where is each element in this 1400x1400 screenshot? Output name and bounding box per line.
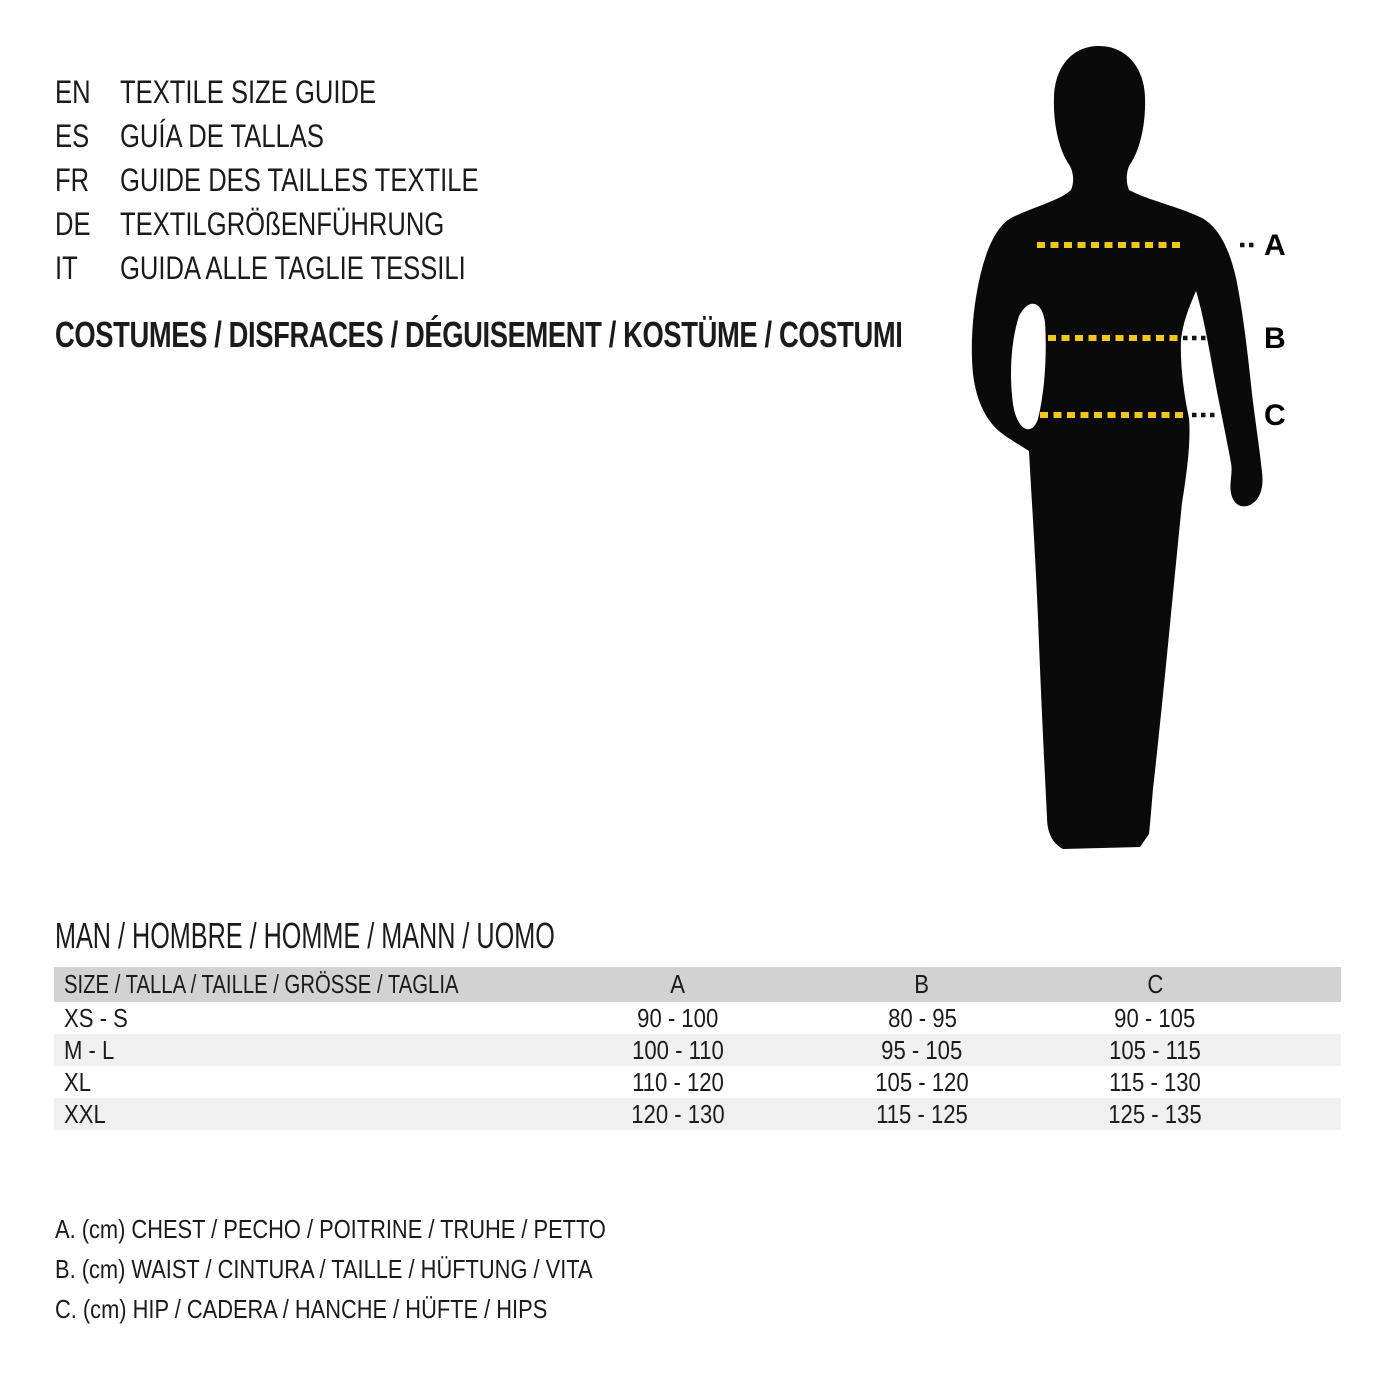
man-silhouette-figure — [930, 20, 1400, 880]
hip-label-c: C — [1264, 399, 1286, 432]
man-silhouette — [972, 46, 1263, 849]
size-table — [54, 967, 1341, 1130]
language-code: EN — [55, 74, 91, 110]
waist-cell: 80 - 95 — [887, 1003, 957, 1033]
legend-waist: B. (cm) WAIST / CINTURA / TAILLE / HÜFTUNG / VITA — [55, 1254, 593, 1284]
table-row-m-l — [54, 1034, 1341, 1066]
language-label: GUIDE DES TAILLES TEXTILE — [120, 162, 479, 198]
language-list — [55, 70, 655, 290]
chest-cell: 110 - 120 — [632, 1067, 724, 1097]
chest-cell: 90 - 100 — [637, 1003, 719, 1033]
table-row-xxl — [54, 1098, 1341, 1130]
language-code: ES — [55, 118, 90, 154]
hip-cell: 90 - 105 — [1114, 1003, 1196, 1033]
chest-cell: 100 - 110 — [632, 1035, 724, 1065]
column-header-a: A — [670, 969, 686, 999]
language-code: DE — [55, 206, 91, 242]
waist-label-b: B — [1264, 322, 1286, 355]
measurement-legend — [55, 1209, 711, 1329]
language-row-es — [55, 114, 655, 158]
language-row-en — [55, 70, 655, 114]
size-cell: XL — [64, 1067, 92, 1097]
hip-cell: 125 - 135 — [1108, 1099, 1202, 1129]
size-cell: XS - S — [64, 1003, 128, 1033]
size-table-header-row — [54, 967, 1341, 1002]
size-cell: XXL — [64, 1099, 106, 1129]
legend-hip: C. (cm) HIP / CADERA / HANCHE / HÜFTE / HIPS — [55, 1294, 548, 1324]
column-header-b: B — [914, 969, 930, 999]
legend-chest: A. (cm) CHEST / PECHO / POITRINE / TRUHE / PETTO — [55, 1214, 606, 1244]
hip-cell: 105 - 115 — [1109, 1035, 1201, 1065]
table-row-xl — [54, 1066, 1341, 1098]
waist-cell: 95 - 105 — [881, 1035, 963, 1065]
language-row-it — [55, 246, 655, 290]
size-cell: M - L — [64, 1035, 115, 1065]
language-code: FR — [55, 162, 90, 198]
chest-label-a: A — [1264, 229, 1286, 262]
language-label: TEXTILE SIZE GUIDE — [120, 74, 377, 110]
language-row-fr — [55, 158, 655, 202]
language-code: IT — [55, 250, 78, 286]
hip-cell: 115 - 130 — [1109, 1067, 1201, 1097]
waist-cell: 115 - 125 — [876, 1099, 968, 1129]
chest-cell: 120 - 130 — [631, 1099, 725, 1129]
table-row-xs-s — [54, 1002, 1341, 1034]
size-column-header: SIZE / TALLA / TAILLE / GRÖSSE / TAGLIA — [64, 969, 459, 999]
column-header-c: C — [1147, 969, 1163, 999]
language-label: TEXTILGRÖßENFÜHRUNG — [120, 206, 445, 242]
category-title: COSTUMES / DISFRACES / DÉGUISEMENT / KOSTÜME / COSTUMI — [55, 314, 903, 355]
gender-title: MAN / HOMBRE / HOMME / MANN / UOMO — [55, 915, 555, 956]
language-label: GUÍA DE TALLAS — [120, 118, 324, 154]
waist-cell: 105 - 120 — [875, 1067, 969, 1097]
language-row-de — [55, 202, 655, 246]
language-label: GUIDA ALLE TAGLIE TESSILI — [120, 250, 466, 286]
